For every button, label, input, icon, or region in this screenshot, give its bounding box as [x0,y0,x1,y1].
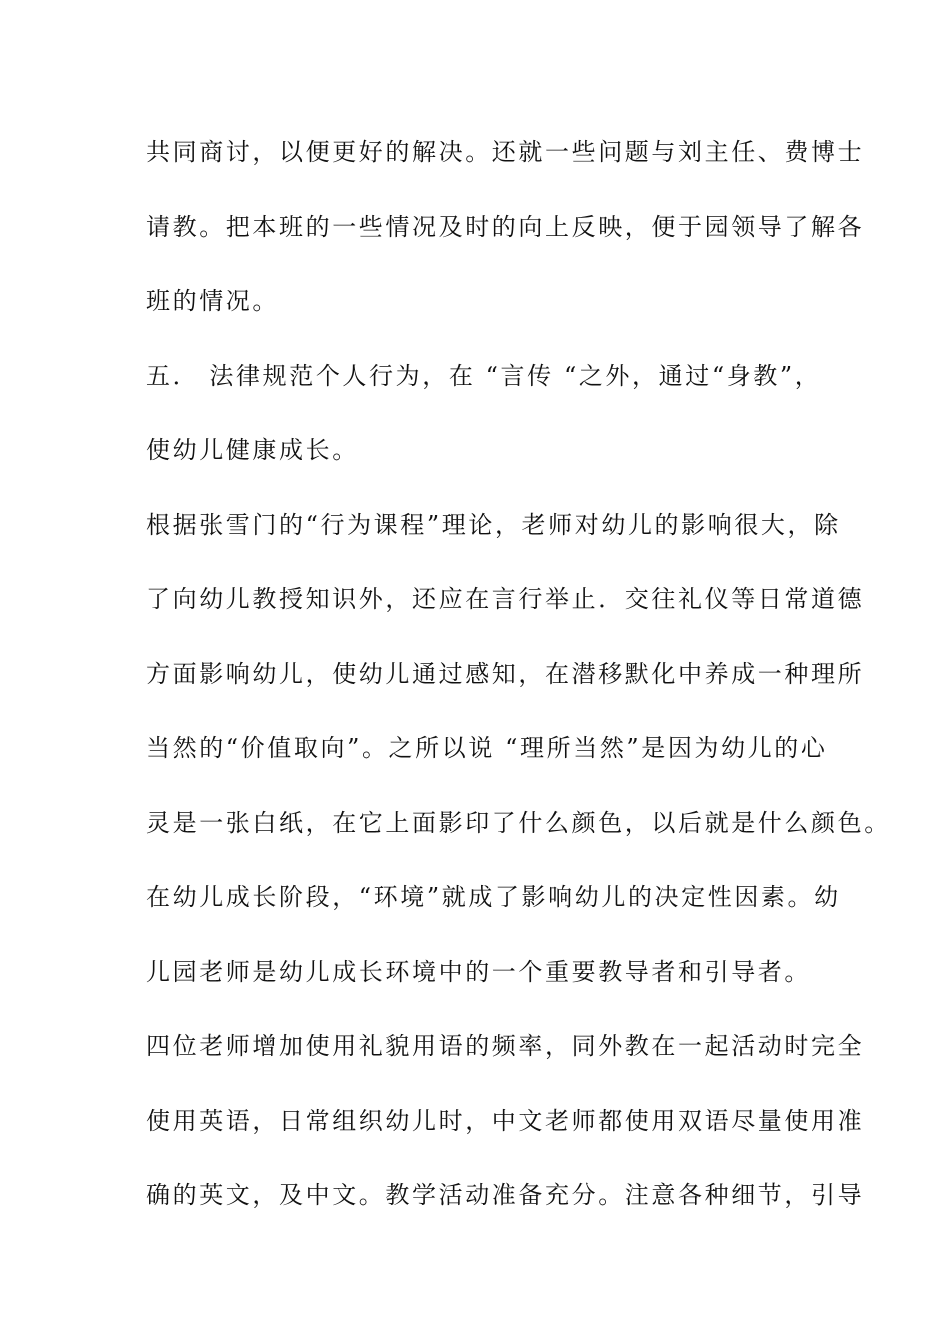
text-line: 班的情况。 [146,287,279,315]
text-line: 共同商讨，以便更好的解决。还就一些问题与刘主任、费博士 [146,138,865,166]
text-line: 了向幼儿教授知识外，还应在言行举止．交往礼仪等日常道德 [146,585,865,613]
text-line: 当然的“价值取向”。之所以说 “理所当然”是因为幼儿的心 [146,734,828,762]
text-line: 在幼儿成长阶段，“环境”就成了影响幼儿的决定性因素。幼 [146,883,841,911]
text-line: 使用英语，日常组织幼儿时，中文老师都使用双语尽量使用准 [146,1106,865,1135]
section-heading-line: 使幼儿健康成长。 [146,436,359,464]
text-line: 请教。把本班的一些情况及时的向上反映，便于园领导了解各 [146,212,865,241]
section-heading-line: 五． 法律规范个人行为，在 “言传 “之外，通过“身教”， [146,361,822,390]
body-text [146,131,891,1249]
text-line: 确的英文，及中文。教学活动准备充分。注意各种细节，引导 [146,1181,865,1209]
text-line: 方面影响幼儿，使幼儿通过感知，在潜移默化中养成一种理所 [146,659,865,688]
text-line: 四位老师增加使用礼貌用语的频率，同外教在一起活动时完全 [146,1032,865,1060]
text-line: 儿园老师是幼儿成长环境中的一个重要教导者和引导者。 [146,957,811,986]
text-line: 灵是一张白纸，在它上面影印了什么颜色，以后就是什么颜色。 [146,808,891,837]
text-line: 根据张雪门的“行为课程”理论，老师对幼儿的影响很大，除 [146,510,841,539]
